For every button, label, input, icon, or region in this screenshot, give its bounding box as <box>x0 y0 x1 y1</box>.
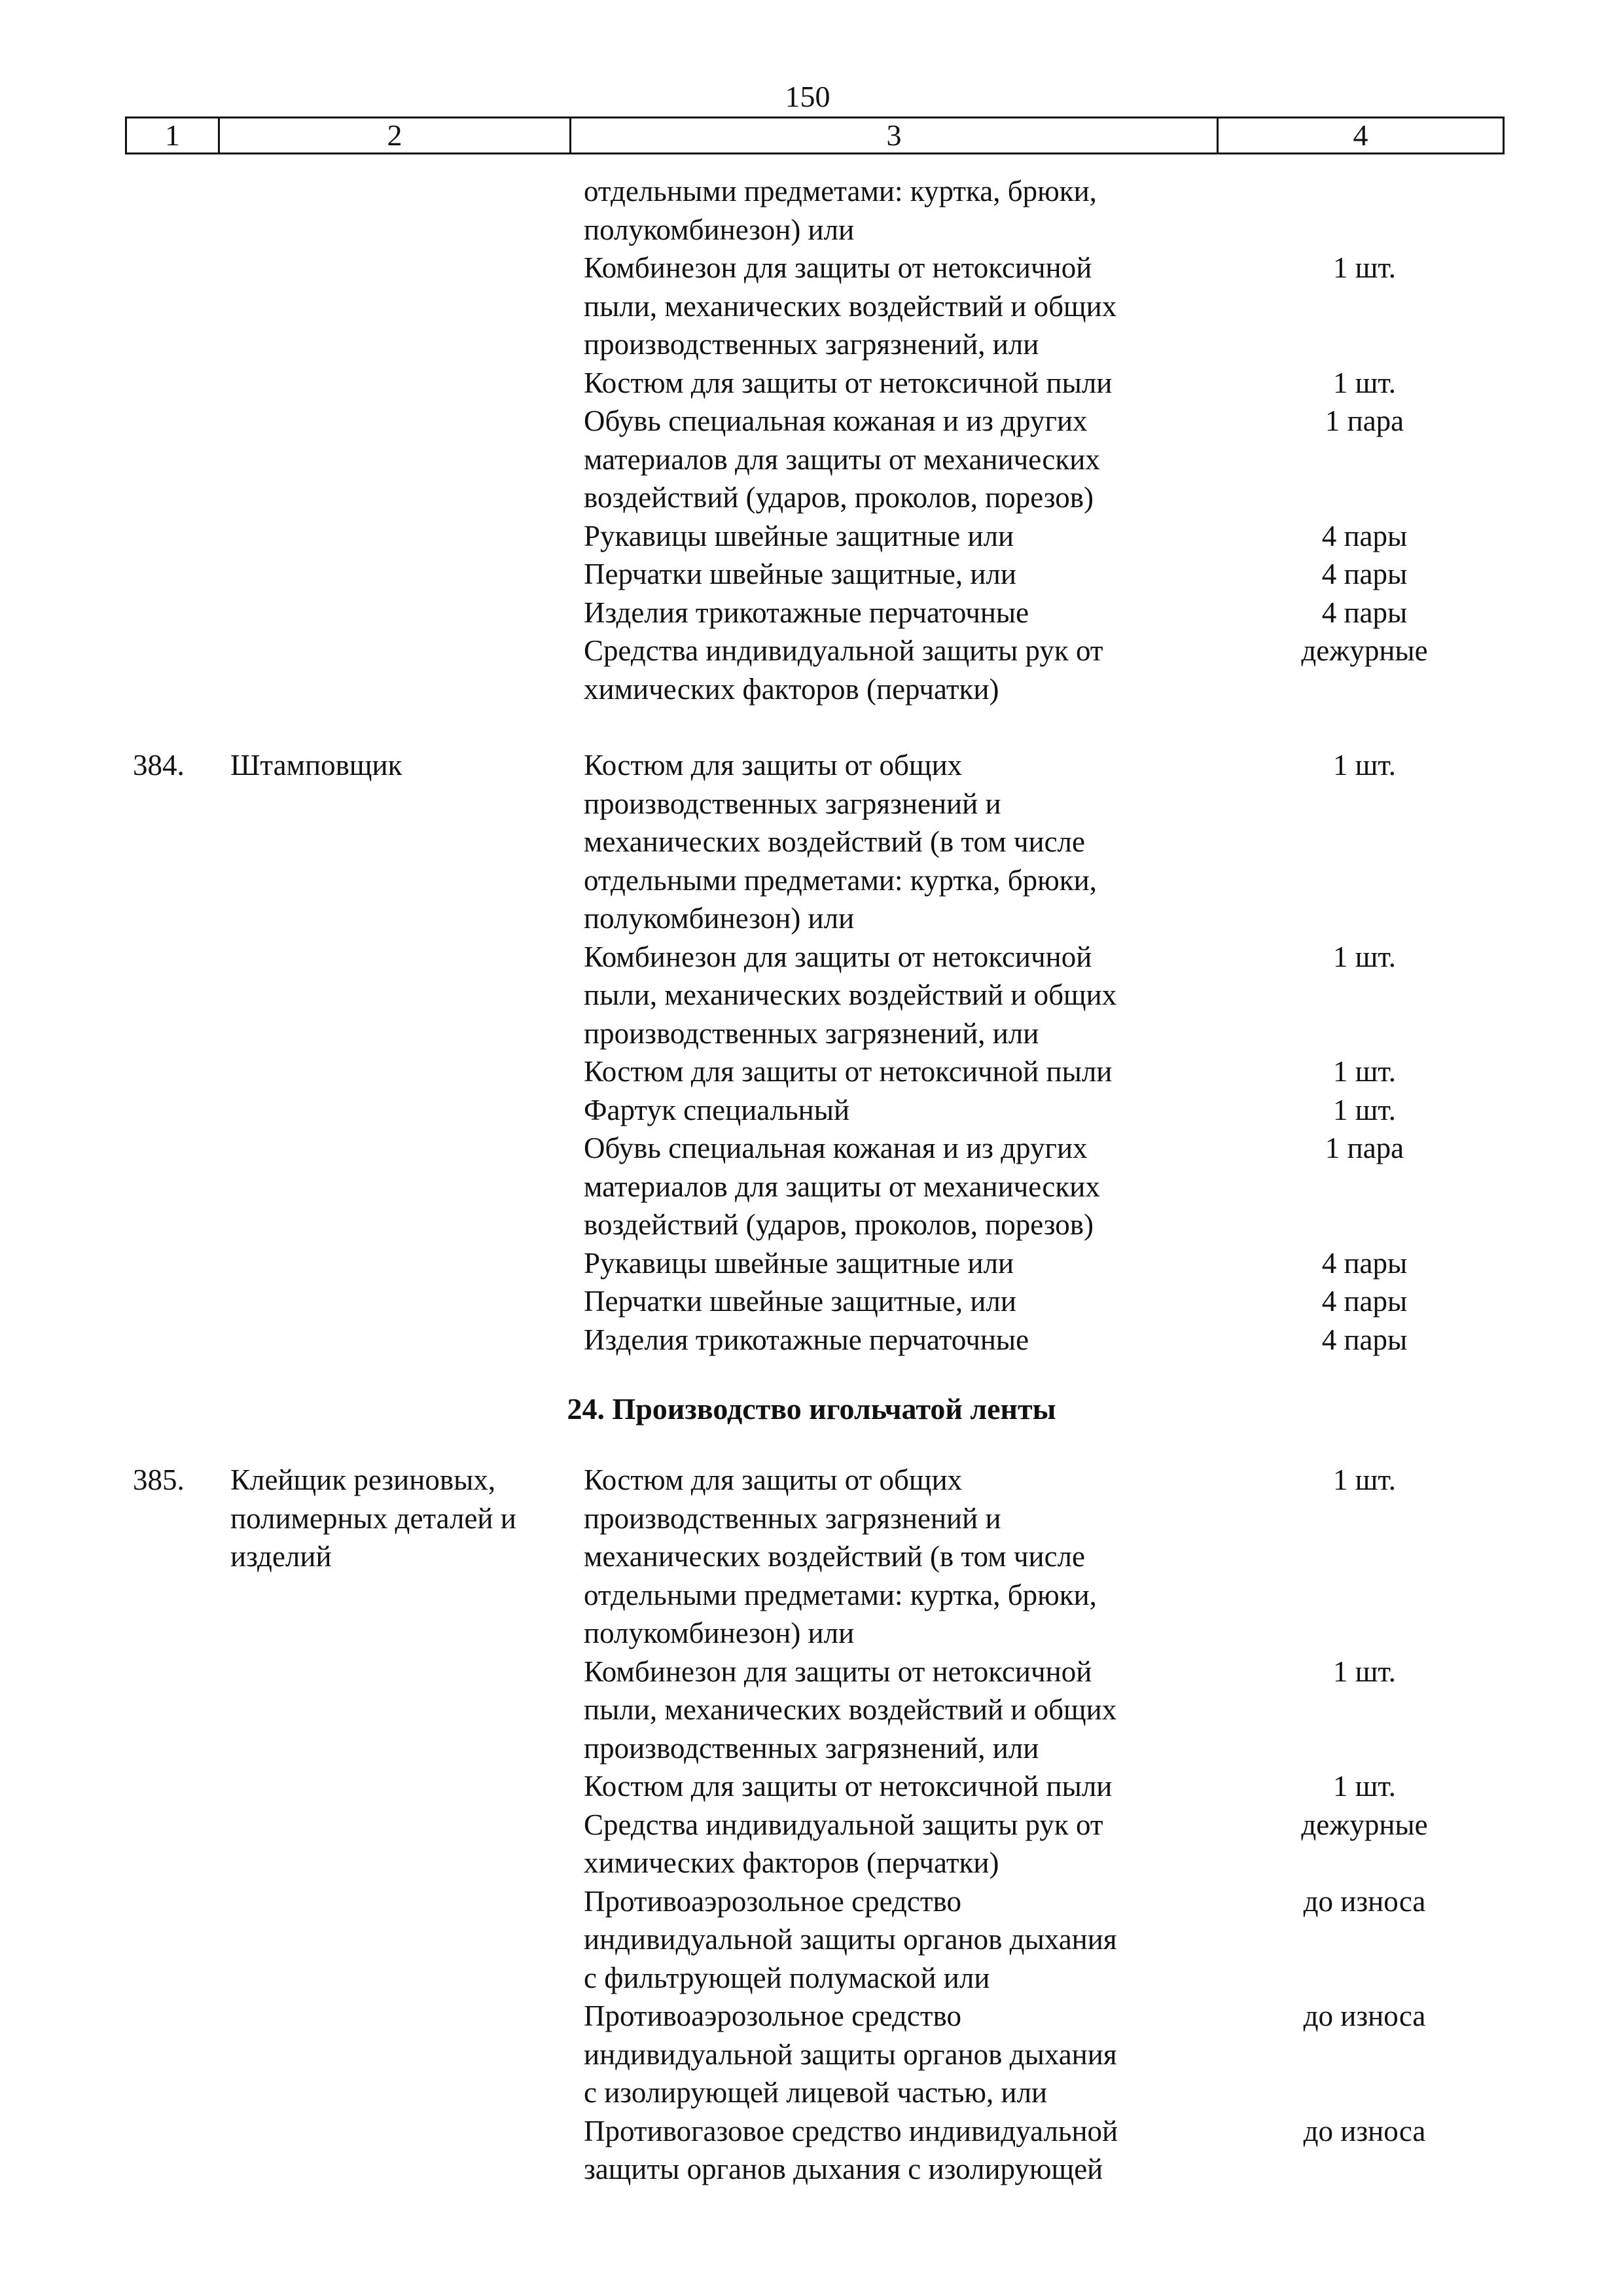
item-text-line: Изделия трикотажные перчаточные <box>584 596 1029 629</box>
item-text-line: Фартук специальный <box>584 1093 850 1126</box>
item-text-line: материалов для защиты от механических <box>584 442 1100 476</box>
item-text-line: механических воздействий (в том числе <box>584 1540 1085 1573</box>
item-text-line: Рукавицы швейные защитные или <box>584 519 1014 552</box>
item-quantity: 1 шт. <box>1333 749 1396 781</box>
column-header-2: 2 <box>220 118 571 152</box>
item-text <box>584 1282 1212 1321</box>
item-text <box>584 555 1212 594</box>
item-text-line: Перчатки швейные защитные, или <box>584 1285 1016 1318</box>
item-text-line: производственных загрязнений, или <box>584 328 1039 361</box>
item-text-line: Комбинезон для защиты от нетоксичной <box>584 251 1092 284</box>
item-text-line: полукомбинезон) или <box>584 902 855 935</box>
item-text <box>584 364 1212 403</box>
item-text-line: индивидуальной защиты органов дыхания <box>584 2037 1117 2071</box>
item-text <box>584 1129 1212 1244</box>
item-text-line: производственных загрязнений, или <box>584 1016 1039 1050</box>
item-quantity: дежурные <box>1301 1808 1428 1841</box>
item-text-line: отдельными предметами: куртка, брюки, <box>584 175 1097 207</box>
item-quantity: 1 пара <box>1325 404 1404 437</box>
item-text-line: производственных загрязнений и <box>584 787 1001 820</box>
item-text <box>584 517 1212 556</box>
item-quantity: до износа <box>1303 2114 1426 2147</box>
item-text-line: Костюм для защиты от нетоксичной пыли <box>584 1770 1113 1803</box>
item-quantity: 1 шт. <box>1333 1093 1396 1126</box>
item-text-line: с изолирующей лицевой частью, или <box>584 2076 1048 2109</box>
item-quantity: до износа <box>1303 1884 1426 1918</box>
item-text-line: Костюм для защиты от нетоксичной пыли <box>584 1055 1113 1088</box>
item-quantity: 4 пары <box>1321 1323 1408 1356</box>
occupation-name-line: полимерных деталей и <box>230 1501 516 1535</box>
item-text-line: Средства индивидуальной защиты рук от <box>584 1808 1103 1841</box>
item-quantity: 1 шт. <box>1333 940 1396 973</box>
item-text-line: материалов для защиты от механических <box>584 1170 1100 1203</box>
item-text <box>584 249 1212 364</box>
item-text-line: индивидуальной защиты органов дыхания <box>584 1923 1117 1956</box>
item-text-line: производственных загрязнений, или <box>584 1731 1039 1765</box>
section-heading: 24. Производство игольчатой ленты <box>567 1392 1056 1426</box>
item-quantity: 4 пары <box>1321 558 1408 590</box>
item-quantity: 1 шт. <box>1333 1655 1396 1688</box>
item-text <box>584 2112 1212 2189</box>
item-quantity: 1 шт. <box>1333 366 1396 399</box>
item-text-line: отдельными предметами: куртка, брюки, <box>584 863 1097 897</box>
item-text-line: химических факторов (перчатки) <box>584 672 999 706</box>
item-text <box>584 1244 1212 1283</box>
page-number: 150 <box>785 80 830 113</box>
item-text-line: воздействий (ударов, проколов, порезов) <box>584 1208 1094 1241</box>
occupation-name-line: Клейщик резиновых, <box>230 1463 496 1496</box>
item-quantity: дежурные <box>1301 634 1428 667</box>
item-text-line: с фильтрующей полумаской или <box>584 1961 990 1994</box>
item-text <box>584 1091 1212 1130</box>
item-text-line: Обувь специальная кожаная и из других <box>584 404 1088 437</box>
item-quantity: 1 шт. <box>1333 1055 1396 1088</box>
item-quantity: 1 шт. <box>1333 251 1396 284</box>
item-quantity: 1 шт. <box>1333 1463 1396 1496</box>
row-number: 384. <box>133 749 185 781</box>
item-text <box>584 1882 1212 1998</box>
item-text-line: Комбинезон для защиты от нетоксичной <box>584 1655 1092 1688</box>
item-text-line: механических воздействий (в том числе <box>584 825 1085 858</box>
item-text-line: пыли, механических воздействий и общих <box>584 289 1117 323</box>
item-text-line: защиты органов дыхания с изолирующей <box>584 2153 1103 2185</box>
item-text <box>584 1321 1212 1359</box>
item-text <box>584 1767 1212 1806</box>
item-text-line: Противоаэрозольное средство <box>584 1884 961 1918</box>
item-text-line: Обувь специальная кожаная и из других <box>584 1132 1088 1164</box>
item-text-line: Перчатки швейные защитные, или <box>584 558 1016 590</box>
item-text <box>584 1653 1212 1768</box>
column-header-3: 3 <box>571 118 1219 152</box>
item-text-line: производственных загрязнений и <box>584 1501 1001 1535</box>
occupation-name <box>230 1461 577 1576</box>
item-text-line: Противоаэрозольное средство <box>584 2000 961 2032</box>
item-text <box>584 1461 1212 1653</box>
item-text-line: полукомбинезон) или <box>584 1617 855 1649</box>
item-text-line: Костюм для защиты от общих <box>584 1463 963 1496</box>
item-text-line: Костюм для защиты от нетоксичной пыли <box>584 366 1113 399</box>
item-quantity: 4 пары <box>1321 519 1408 552</box>
item-text-line: Противогазовое средство индивидуальной <box>584 2114 1118 2147</box>
item-text <box>584 172 1212 249</box>
item-text-line: пыли, механических воздействий и общих <box>584 1693 1117 1726</box>
occupation-name-line: изделий <box>230 1540 332 1573</box>
item-text <box>584 1997 1212 2112</box>
item-text <box>584 632 1212 708</box>
column-header-row <box>125 117 1505 154</box>
item-text <box>584 402 1212 517</box>
item-text-line: Костюм для защиты от общих <box>584 749 963 781</box>
item-quantity: до износа <box>1303 2000 1426 2032</box>
item-text-line: Средства индивидуальной защиты рук от <box>584 634 1103 667</box>
item-text <box>584 938 1212 1053</box>
item-text-line: полукомбинезон) или <box>584 213 855 246</box>
column-header-1: 1 <box>127 118 220 152</box>
column-header-4: 4 <box>1353 118 1368 152</box>
item-quantity: 4 пары <box>1321 596 1408 629</box>
item-text-line: отдельными предметами: куртка, брюки, <box>584 1578 1097 1611</box>
item-quantity: 4 пары <box>1321 1285 1408 1318</box>
item-quantity: 4 пары <box>1321 1246 1408 1280</box>
item-text-line: Рукавицы швейные защитные или <box>584 1246 1014 1280</box>
item-text-line: Комбинезон для защиты от нетоксичной <box>584 940 1092 973</box>
item-text <box>584 594 1212 632</box>
occupation-name-line: Штамповщик <box>230 749 402 781</box>
item-text-line: пыли, механических воздействий и общих <box>584 978 1117 1011</box>
item-text-line: Изделия трикотажные перчаточные <box>584 1323 1029 1356</box>
item-quantity: 1 шт. <box>1333 1770 1396 1803</box>
occupation-name <box>230 746 577 785</box>
row-number: 385. <box>133 1463 185 1496</box>
item-text-line: химических факторов (перчатки) <box>584 1846 999 1879</box>
item-quantity: 1 пара <box>1325 1132 1404 1164</box>
item-text <box>584 1806 1212 1882</box>
item-text <box>584 746 1212 938</box>
item-text <box>584 1052 1212 1091</box>
item-text-line: воздействий (ударов, проколов, порезов) <box>584 481 1094 514</box>
